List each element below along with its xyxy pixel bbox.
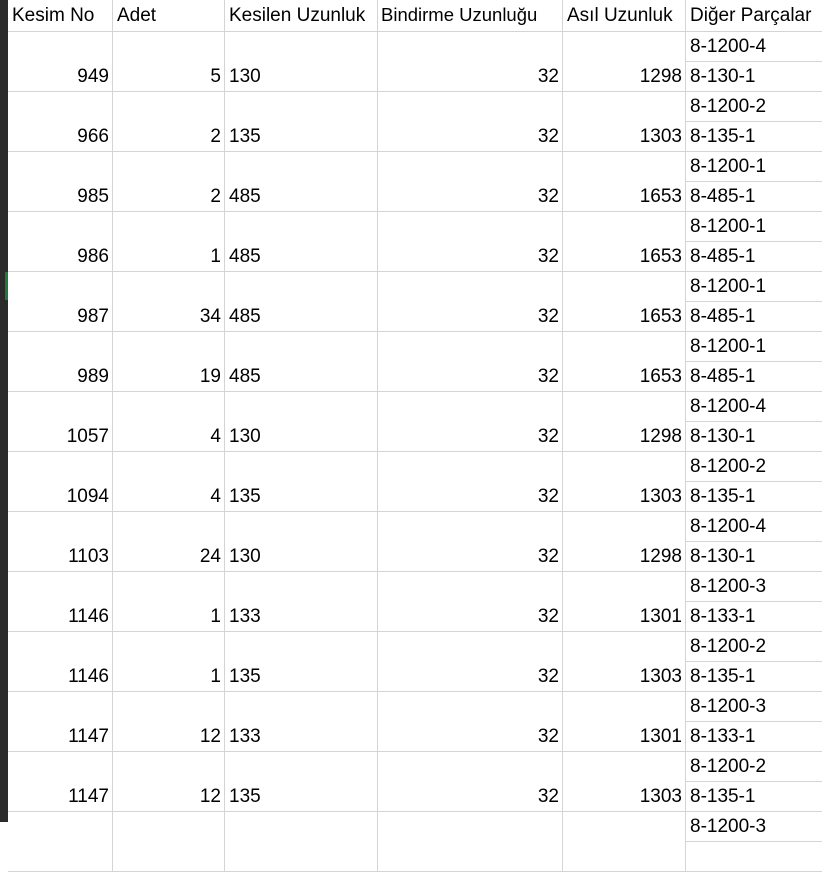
cell-asil-uzunluk[interactable]: 1303	[563, 752, 686, 812]
cell-diger-parcalar-2[interactable]: 8-130-1	[686, 542, 822, 572]
cell-kesim-no[interactable]: 1146	[8, 632, 113, 692]
cell-diger-parcalar-1[interactable]: 8-1200-3	[686, 812, 822, 842]
cell-asil-uzunluk[interactable]: 1653	[563, 332, 686, 392]
cell-adet[interactable]: 24	[113, 512, 225, 572]
cell-diger-parcalar-2[interactable]: 8-485-1	[686, 182, 822, 212]
cell-adet[interactable]: 19	[113, 332, 225, 392]
cell-bindirme-uzunlugu[interactable]: 32	[378, 692, 563, 752]
header-diger-parcalar[interactable]: Diğer Parçalar	[686, 0, 822, 32]
header-asil-uzunluk[interactable]: Asıl Uzunluk	[563, 0, 686, 32]
cell-diger-parcalar-2[interactable]: 8-133-1	[686, 602, 822, 632]
cell-adet[interactable]	[113, 812, 225, 872]
cell-adet[interactable]: 1	[113, 572, 225, 632]
header-bindirme-uzunlugu[interactable]: Bindirme Uzunluğu	[378, 0, 563, 32]
cell-diger-parcalar-2[interactable]: 8-485-1	[686, 302, 822, 332]
cell-adet[interactable]: 1	[113, 212, 225, 272]
spreadsheet-grid[interactable]	[8, 0, 822, 837]
cell-diger-parcalar-1[interactable]: 8-1200-3	[686, 692, 822, 722]
cell-kesilen-uzunluk[interactable]: 133	[225, 572, 378, 632]
cell-adet[interactable]: 4	[113, 452, 225, 512]
cell-diger-parcalar-2[interactable]: 8-135-1	[686, 782, 822, 812]
cell-diger-parcalar-2[interactable]: 8-130-1	[686, 62, 822, 92]
cell-diger-parcalar-1[interactable]: 8-1200-1	[686, 152, 822, 182]
row-header-strip	[0, 0, 8, 822]
cell-adet[interactable]: 12	[113, 752, 225, 812]
cell-diger-parcalar-2[interactable]: 8-135-1	[686, 662, 822, 692]
cell-bindirme-uzunlugu[interactable]: 32	[378, 752, 563, 812]
cell-kesilen-uzunluk[interactable]: 135	[225, 752, 378, 812]
cell-bindirme-uzunlugu[interactable]: 32	[378, 632, 563, 692]
cell-bindirme-uzunlugu[interactable]: 32	[378, 332, 563, 392]
cell-diger-parcalar-1[interactable]: 8-1200-4	[686, 32, 822, 62]
cell-diger-parcalar-1[interactable]: 8-1200-3	[686, 572, 822, 602]
cell-adet[interactable]: 2	[113, 152, 225, 212]
cell-diger-parcalar-1[interactable]: 8-1200-2	[686, 92, 822, 122]
cell-asil-uzunluk[interactable]: 1303	[563, 92, 686, 152]
cell-kesim-no[interactable]: 1103	[8, 512, 113, 572]
cell-asil-uzunluk[interactable]: 1298	[563, 392, 686, 452]
cell-kesilen-uzunluk[interactable]: 485	[225, 332, 378, 392]
cell-diger-parcalar-1[interactable]: 8-1200-4	[686, 392, 822, 422]
cell-asil-uzunluk[interactable]: 1653	[563, 152, 686, 212]
cell-kesilen-uzunluk[interactable]: 130	[225, 392, 378, 452]
cell-diger-parcalar-2[interactable]: 8-135-1	[686, 482, 822, 512]
cell-diger-parcalar-1[interactable]: 8-1200-1	[686, 212, 822, 242]
cell-kesilen-uzunluk[interactable]: 485	[225, 212, 378, 272]
cell-asil-uzunluk[interactable]: 1653	[563, 212, 686, 272]
cell-kesim-no[interactable]: 986	[8, 212, 113, 272]
cell-diger-parcalar-2[interactable]: 8-135-1	[686, 122, 822, 152]
cell-bindirme-uzunlugu[interactable]: 32	[378, 572, 563, 632]
cell-asil-uzunluk[interactable]: 1303	[563, 632, 686, 692]
cell-adet[interactable]: 34	[113, 272, 225, 332]
cell-kesim-no[interactable]: 966	[8, 92, 113, 152]
cell-kesilen-uzunluk[interactable]: 130	[225, 512, 378, 572]
cell-bindirme-uzunlugu[interactable]: 32	[378, 212, 563, 272]
cell-kesim-no[interactable]: 1147	[8, 692, 113, 752]
cell-adet[interactable]: 5	[113, 32, 225, 92]
cell-diger-parcalar-1[interactable]: 8-1200-2	[686, 752, 822, 782]
cell-bindirme-uzunlugu[interactable]: 32	[378, 512, 563, 572]
cell-asil-uzunluk[interactable]: 1301	[563, 572, 686, 632]
cell-diger-parcalar-1[interactable]: 8-1200-1	[686, 272, 822, 302]
cell-diger-parcalar-1[interactable]: 8-1200-2	[686, 452, 822, 482]
cell-asil-uzunluk[interactable]: 1303	[563, 452, 686, 512]
cell-kesilen-uzunluk[interactable]: 485	[225, 272, 378, 332]
cell-kesilen-uzunluk[interactable]: 135	[225, 632, 378, 692]
cell-kesim-no[interactable]	[8, 812, 113, 872]
cell-kesim-no[interactable]: 949	[8, 32, 113, 92]
cell-bindirme-uzunlugu[interactable]: 32	[378, 272, 563, 332]
cell-diger-parcalar-2[interactable]: 8-130-1	[686, 422, 822, 452]
cell-diger-parcalar-2[interactable]	[686, 842, 822, 872]
cell-kesilen-uzunluk[interactable]: 133	[225, 692, 378, 752]
cell-kesim-no[interactable]: 1057	[8, 392, 113, 452]
cell-kesim-no[interactable]: 987	[8, 272, 113, 332]
cell-kesilen-uzunluk[interactable]: 135	[225, 452, 378, 512]
cell-kesim-no[interactable]: 1147	[8, 752, 113, 812]
cell-diger-parcalar-1[interactable]: 8-1200-2	[686, 632, 822, 662]
cell-bindirme-uzunlugu[interactable]: 32	[378, 152, 563, 212]
cell-bindirme-uzunlugu[interactable]: 32	[378, 32, 563, 92]
cell-bindirme-uzunlugu[interactable]: 32	[378, 92, 563, 152]
cell-kesim-no[interactable]: 985	[8, 152, 113, 212]
header-adet[interactable]: Adet	[113, 0, 225, 32]
cell-kesilen-uzunluk[interactable]: 135	[225, 92, 378, 152]
cell-adet[interactable]: 4	[113, 392, 225, 452]
cell-asil-uzunluk[interactable]: 1298	[563, 512, 686, 572]
cell-bindirme-uzunlugu[interactable]: 32	[378, 392, 563, 452]
cell-diger-parcalar-2[interactable]: 8-133-1	[686, 722, 822, 752]
cell-diger-parcalar-2[interactable]: 8-485-1	[686, 242, 822, 272]
cell-kesim-no[interactable]: 1146	[8, 572, 113, 632]
cell-adet[interactable]: 2	[113, 92, 225, 152]
cell-diger-parcalar-1[interactable]: 8-1200-1	[686, 332, 822, 362]
cell-diger-parcalar-1[interactable]: 8-1200-4	[686, 512, 822, 542]
cell-asil-uzunluk[interactable]: 1653	[563, 272, 686, 332]
cell-asil-uzunluk[interactable]	[563, 812, 686, 872]
header-kesim-no[interactable]: Kesim No	[8, 0, 113, 32]
cell-kesim-no[interactable]: 989	[8, 332, 113, 392]
cell-bindirme-uzunlugu[interactable]: 32	[378, 452, 563, 512]
cell-adet[interactable]: 12	[113, 692, 225, 752]
cell-kesilen-uzunluk[interactable]: 485	[225, 152, 378, 212]
cell-kesilen-uzunluk[interactable]: 130	[225, 32, 378, 92]
cell-bindirme-uzunlugu[interactable]	[378, 812, 563, 872]
header-kesilen-uzunluk[interactable]: Kesilen Uzunluk	[225, 0, 378, 32]
cell-diger-parcalar-2[interactable]: 8-485-1	[686, 362, 822, 392]
cell-kesim-no[interactable]: 1094	[8, 452, 113, 512]
cell-kesilen-uzunluk[interactable]	[225, 812, 378, 872]
cell-asil-uzunluk[interactable]: 1298	[563, 32, 686, 92]
cell-asil-uzunluk[interactable]: 1301	[563, 692, 686, 752]
cell-adet[interactable]: 1	[113, 632, 225, 692]
